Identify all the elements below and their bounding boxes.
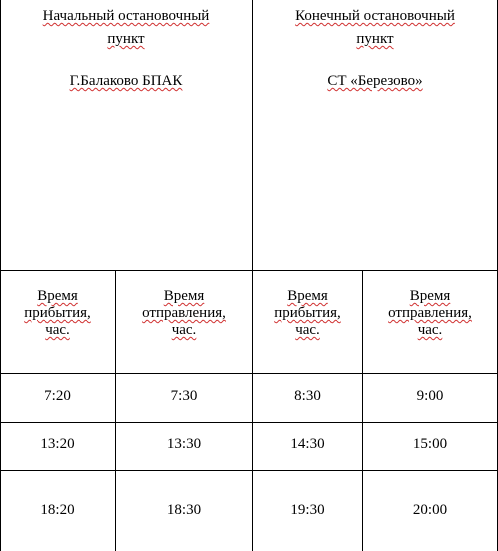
start-stop-title-line1: Начальный остановочный	[42, 8, 210, 24]
table-cell: 18:30	[166, 502, 202, 518]
table-cell: 13:30	[166, 436, 202, 452]
table-cell: 14:30	[290, 436, 325, 452]
header-bottom-border	[0, 270, 498, 271]
row-2-bottom-border	[0, 470, 498, 471]
table-cell: 7:30	[170, 388, 198, 404]
column-header-end-departure: Время отправления, час.	[388, 288, 472, 338]
column-header-end-arrival: Время прибытия, час.	[274, 288, 341, 338]
end-stop-place: СТ «Березово»	[327, 73, 423, 89]
table-cell: 13:20	[40, 436, 75, 452]
row-1-bottom-border	[0, 422, 498, 423]
start-stop-title-line2: пункт	[107, 31, 145, 47]
column-header-start-arrival: Время прибытия, час.	[24, 288, 91, 338]
column-header-bottom-border	[0, 373, 498, 374]
table-cell: 9:00	[416, 388, 444, 404]
end-stop-title-line1: Конечный остановочный	[295, 8, 455, 24]
table-cell: 15:00	[412, 436, 448, 452]
table-cell: 18:20	[40, 502, 75, 518]
start-stop-place: Г.Балаково БПАК	[69, 73, 183, 89]
table-cell: 8:30	[294, 388, 321, 404]
table-cell: 7:20	[44, 388, 71, 404]
column-header-start-departure: Время отправления, час.	[142, 288, 226, 338]
end-stop-title-line2: пункт	[356, 31, 394, 47]
table-cell: 20:00	[412, 502, 448, 518]
table-cell: 19:30	[290, 502, 325, 518]
